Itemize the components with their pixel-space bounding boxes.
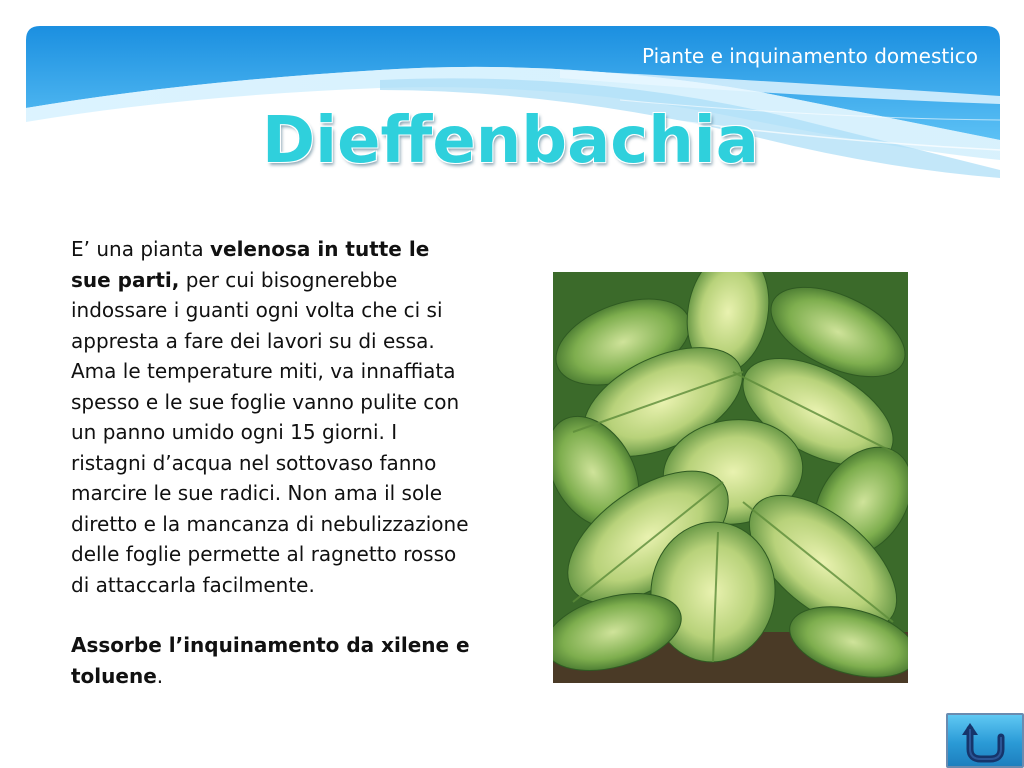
return-arrow-icon xyxy=(948,715,1022,766)
back-button[interactable] xyxy=(946,713,1024,768)
description-paragraph xyxy=(71,234,471,600)
description-text xyxy=(71,234,471,691)
pollution-bold-text: Assorbe l’inquinamento da xilene e toluene xyxy=(71,633,470,688)
section-title: Piante e inquinamento domestico xyxy=(641,44,978,68)
pollution-paragraph xyxy=(71,630,471,691)
warning-bold-text: velenosa in tutte le sue parti, xyxy=(71,237,430,292)
intro-text: E’ una pianta xyxy=(71,237,210,261)
dieffenbachia-plant-image xyxy=(553,272,908,683)
pollution-end: . xyxy=(156,663,164,688)
care-text: per cui bisognerebbe indossare i guanti ogni volta che ci si appresta a fare dei lavori su di essa. Ama le temperature miti, va innaffiata spesso e le sue foglie vanno pulite con un panno umido ogni 15 giorni. I ristagni d’acqua nel sottovaso fanno marcire le sue radici. Non ama il sole diretto e la mancanza di nebulizzazione delle foglie permette al ragnetto rosso di attaccarla facilmente. xyxy=(71,267,469,597)
page-title: Dieffenbachia xyxy=(262,104,759,178)
